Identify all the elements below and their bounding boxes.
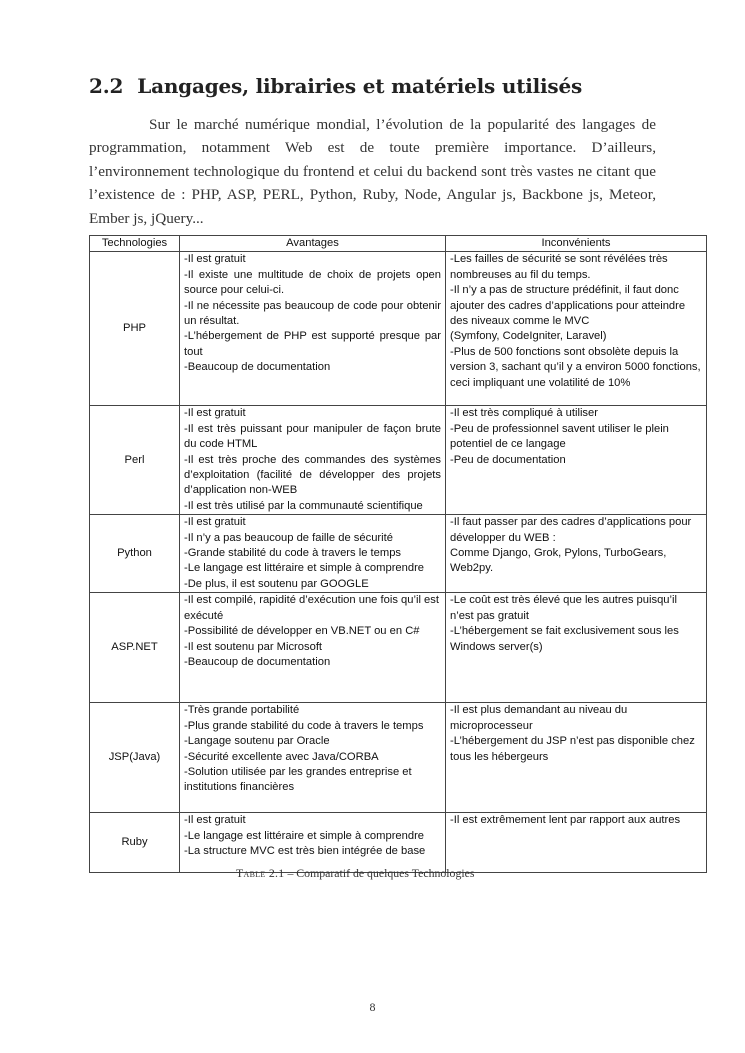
- table-row: [90, 813, 707, 873]
- advantage-item: -Le langage est littéraire et simple à comprendre: [184, 562, 425, 575]
- table-row: [90, 406, 707, 515]
- tech-cell: Perl: [90, 406, 180, 515]
- page-number: 8: [369, 1000, 376, 1014]
- table-header-row: [90, 236, 707, 252]
- disadvantages-cell: [446, 703, 707, 813]
- advantage-item: -Beaucoup de documentation: [184, 655, 331, 668]
- advantage-item: -Il est gratuit: [184, 516, 246, 529]
- disadvantages-cell: [446, 813, 707, 873]
- tech-cell: JSP(Java): [90, 703, 180, 813]
- table-caption: [0, 866, 745, 881]
- advantage-item: -Il n’y a pas beaucoup de faille de sécurité: [184, 531, 393, 544]
- advantage-item: -Il existe une multitude de choix de projets open source pour celui-ci.: [184, 268, 441, 297]
- disadvantages-cell: [446, 515, 707, 593]
- advantages-cell: [180, 406, 446, 515]
- advantages-cell: [180, 813, 446, 873]
- disadvantage-item: (Symfony, CodeIgniter, Laravel): [450, 330, 607, 343]
- caption-text: Comparatif de quelques Technologies: [296, 866, 475, 880]
- disadvantages-cell: [446, 252, 707, 406]
- header-technologies: Technologies: [90, 236, 180, 252]
- advantages-cell: [180, 515, 446, 593]
- disadvantage-item: -L’hébergement du JSP n’est pas disponible chez tous les hébergeurs: [450, 735, 695, 763]
- advantage-item: -La structure MVC est très bien intégrée de base: [184, 845, 426, 858]
- disadvantage-item: -Il faut passer par des cadres d’applications pour développer du WEB :: [450, 516, 692, 544]
- advantage-item: -De plus, il est soutenu par GOOGLE: [184, 577, 369, 590]
- advantages-cell: [180, 703, 446, 813]
- section-title: Langages, librairies et matériels utilisés: [137, 74, 583, 98]
- intro-paragraph: Sur le marché numérique mondial, l’évolution de la popularité des langages de programmation, notamment Web est de toute première importance. D’ailleurs, l’environnement technologique du frontend et celui du backend sont très vastes ne citant que l’existence de : PHP, ASP, PERL, Python, Ruby, Node, Angular js, Backbone js, Meteor, Ember js, jQuery...: [89, 116, 656, 227]
- advantage-item: -Très grande portabilité: [184, 704, 300, 717]
- advantage-item: -Sécurité excellente avec Java/CORBA: [184, 750, 379, 763]
- header-avantages: Avantages: [180, 236, 446, 252]
- advantages-cell: [180, 593, 446, 703]
- caption-label: Table 2.1: [236, 866, 285, 880]
- disadvantages-cell: [446, 593, 707, 703]
- advantage-item: -Il ne nécessite pas beaucoup de code pour obtenir un résultat.: [184, 299, 441, 328]
- disadvantage-item: -Il est extrêmement lent par rapport aux autres: [450, 814, 681, 827]
- disadvantage-item: -L’hébergement se fait exclusivement sous les Windows server(s): [450, 625, 679, 653]
- disadvantages-cell: [446, 406, 707, 515]
- disadvantage-item: -Peu de professionnel savent utiliser le plein potentiel de ce langage: [450, 422, 669, 451]
- section-heading: [89, 74, 582, 98]
- tech-cell: ASP.NET: [90, 593, 180, 703]
- disadvantage-item: -Plus de 500 fonctions sont obsolète depuis la version 3, sachant qu’il y a environ 5000 fonctions, ceci impliquant une volatilité de 10%: [450, 345, 701, 389]
- table-row: [90, 703, 707, 813]
- advantages-cell: [180, 252, 446, 406]
- disadvantage-item: -Il est plus demandant au niveau du microprocesseur: [450, 704, 628, 732]
- disadvantage-item: Comme Django, Grok, Pylons, TurboGears, Web2py.: [450, 547, 667, 575]
- advantage-item: -Il est très proche des commandes des systèmes d’exploitation (facilité de développer des projets d’application non-WEB: [184, 453, 441, 497]
- advantage-item: -Langage soutenu par Oracle: [184, 735, 330, 748]
- table-row: [90, 252, 707, 406]
- comparison-table: [89, 235, 707, 873]
- disadvantage-item: -Le coût est très élevé que les autres puisqu’il n’est pas gratuit: [450, 594, 677, 622]
- advantage-item: -Il est gratuit: [184, 407, 246, 420]
- advantage-item: -Il est soutenu par Microsoft: [184, 640, 323, 653]
- advantage-item: -Il est très utilisé par la communauté scientifique: [184, 499, 423, 512]
- advantage-item: -Il est gratuit: [184, 253, 246, 266]
- table-row: [90, 515, 707, 593]
- advantage-item: -L’hébergement de PHP est supporté presque par tout: [184, 330, 441, 358]
- tech-cell: Python: [90, 515, 180, 593]
- disadvantage-item: -Il n’y a pas de structure prédéfinit, il faut donc ajouter des cadres d’applications pour atteindre des niveaux comme le MVC: [450, 284, 686, 328]
- advantage-item: -Beaucoup de documentation: [184, 361, 331, 374]
- disadvantage-item: -Les failles de sécurité se sont révélées très nombreuses au fil du temps.: [450, 253, 668, 281]
- advantage-item: -Le langage est littéraire et simple à comprendre: [184, 829, 425, 842]
- advantage-item: -Solution utilisée par les grandes entreprise et institutions financières: [184, 765, 412, 794]
- advantage-item: -Grande stabilité du code à travers le temps: [184, 547, 402, 560]
- tech-cell: PHP: [90, 252, 180, 406]
- disadvantage-item: -Peu de documentation: [450, 453, 566, 466]
- advantage-item: -Il est compilé, rapidité d’exécution une fois qu’il est exécuté: [184, 594, 439, 622]
- table-row: [90, 593, 707, 703]
- section-number: 2.2: [89, 74, 124, 98]
- tech-cell: Ruby: [90, 813, 180, 873]
- advantage-item: -Plus grande stabilité du code à travers le temps: [184, 719, 424, 732]
- caption-separator: –: [284, 866, 297, 880]
- advantage-item: -Il est très puissant pour manipuler de façon brute du code HTML: [184, 422, 441, 451]
- advantage-item: -Il est gratuit: [184, 814, 246, 827]
- disadvantage-item: -Il est très compliqué à utiliser: [450, 407, 598, 420]
- advantage-item: -Possibilité de développer en VB.NET ou en C#: [184, 625, 420, 638]
- header-inconvenients: Inconvénients: [446, 236, 707, 252]
